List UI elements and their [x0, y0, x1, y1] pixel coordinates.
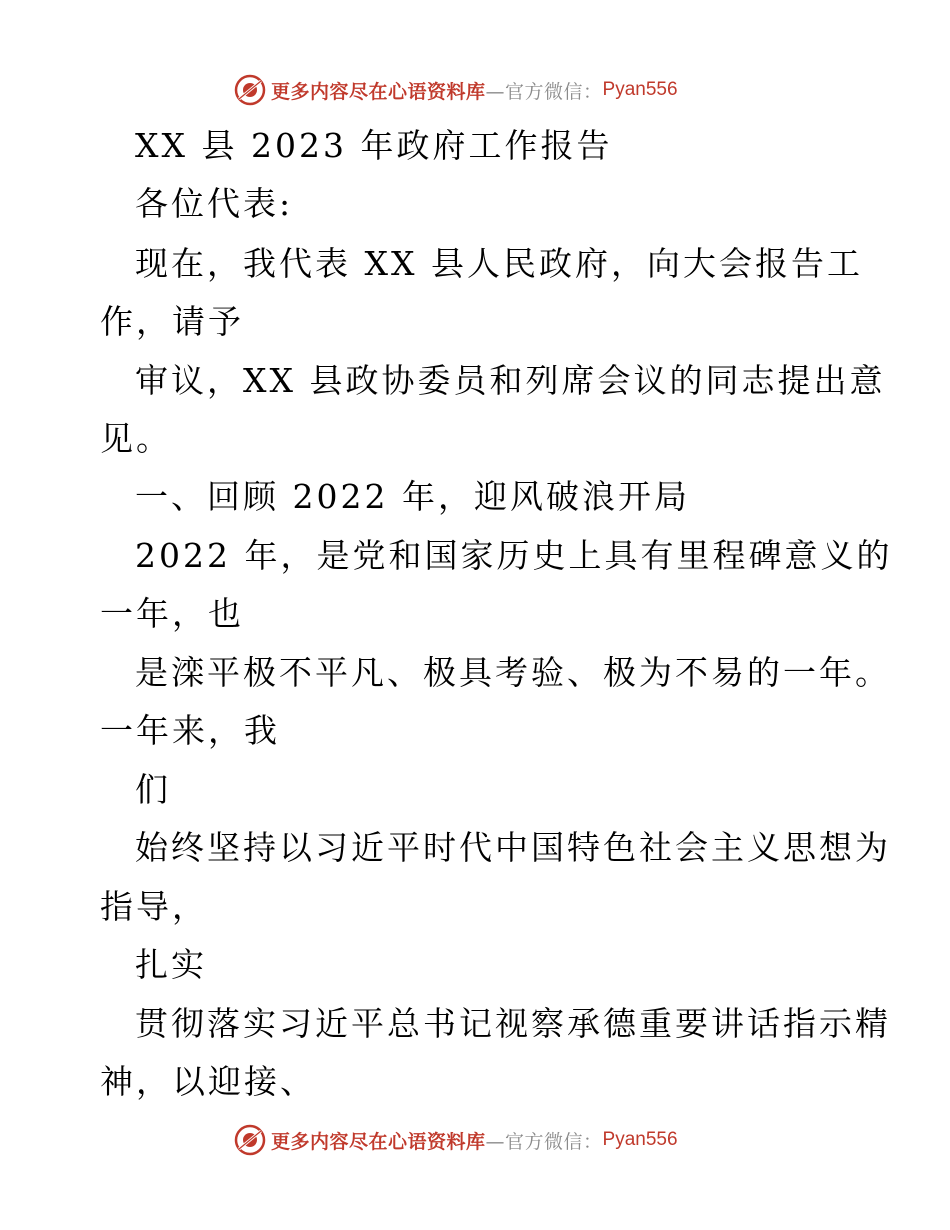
watermark-sub-text: —官方微信：	[485, 1130, 603, 1153]
paragraph-line: 贯彻落实习近平总书记视察承德重要讲话指示精	[135, 1004, 891, 1043]
paragraph-line: 见。	[100, 419, 172, 458]
footer-watermark	[233, 1122, 678, 1158]
logo-icon	[233, 73, 267, 107]
watermark-sub-text: —官方微信：	[485, 80, 603, 103]
paragraph-line: 一年，也	[100, 594, 244, 633]
paragraph-line: 指导，	[100, 887, 208, 926]
paragraph-line: 们	[135, 770, 171, 809]
paragraph-line: 作，请予	[100, 302, 244, 341]
watermark-main-text: 更多内容尽在心语资料库	[271, 80, 486, 103]
paragraph-line: 是滦平极不平凡、极具考验、极为不易的一年。	[135, 653, 891, 692]
salutation: 各位代表:	[135, 184, 294, 223]
watermark-wechat-id: Pyan556	[602, 79, 678, 100]
logo-icon	[233, 1123, 267, 1157]
paragraph-line: 始终坚持以习近平时代中国特色社会主义思想为	[135, 828, 891, 867]
watermark-wechat-id: Pyan556	[602, 1129, 678, 1150]
paragraph-line: 现在，我代表 XX 县人民政府，向大会报告工	[135, 244, 863, 283]
watermark-main-text: 更多内容尽在心语资料库	[271, 1130, 486, 1153]
header-watermark	[233, 72, 678, 108]
document-title: XX 县 2023 年政府工作报告	[135, 126, 613, 165]
paragraph-line: 2022 年，是党和国家历史上具有里程碑意义的	[135, 536, 893, 575]
paragraph-line: 审议，XX 县政协委员和列席会议的同志提出意	[135, 361, 886, 400]
paragraph-line: 扎实	[135, 945, 207, 984]
paragraph-line: 神，以迎接、	[100, 1062, 316, 1101]
section-heading: 一、回顾 2022 年，迎风破浪开局	[135, 477, 690, 516]
paragraph-line: 一年来，我	[100, 711, 280, 750]
